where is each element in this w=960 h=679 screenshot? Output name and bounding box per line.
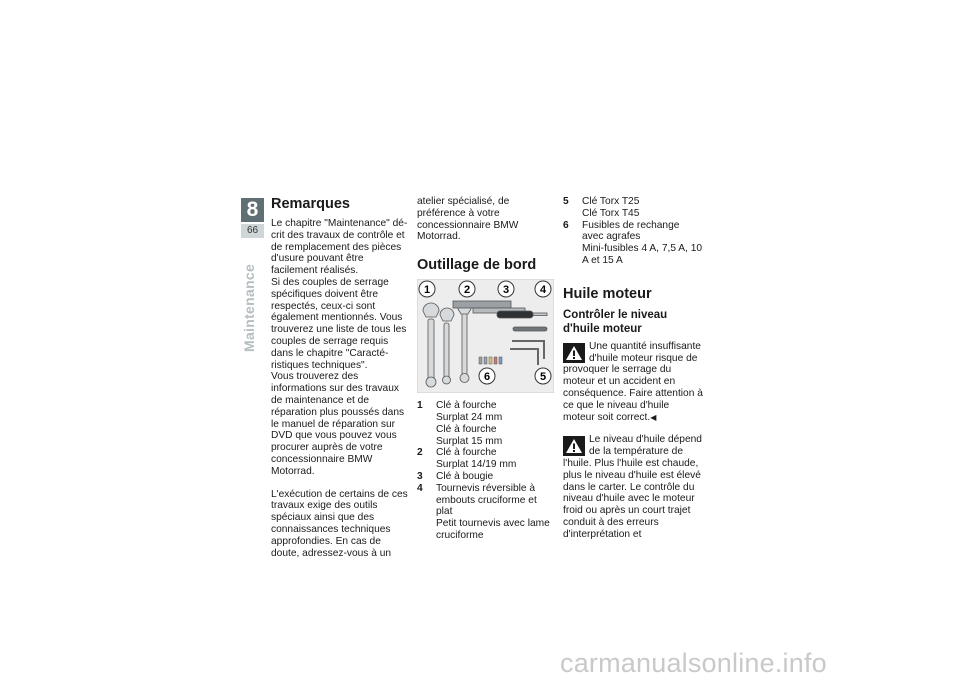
section-label-text: Maintenance (241, 263, 257, 352)
tool-item-number: 6 (563, 219, 569, 231)
figure-label-4: 4 (539, 284, 547, 297)
page-number: 66 (241, 224, 264, 238)
remarques-para-2: Si des couples de serrage spécifiques doivent être respectés, ceux-ci sont également mentionnés. Vous trouverez une liste de tous les couples de serrage requis dans le chapitre "Caractéristiques techniques". (271, 276, 407, 371)
tool-list (417, 400, 554, 542)
warning-triangle-icon (563, 436, 585, 456)
tool-item-line: Fusibles de rechange avec agrafes (582, 219, 680, 243)
tool-item-line: Mini-fusibles 4 A, 7,5 A, 10 A et 15 A (582, 243, 703, 266)
warning-block-1 (563, 341, 703, 424)
warning-block-2 (563, 434, 703, 540)
warning-triangle-icon (563, 343, 585, 363)
tool-item-line: Tournevis réversible à embouts cruciforme et plat (436, 482, 537, 518)
tool-item-line: Clé à fourche (436, 447, 497, 459)
chapter-number-badge: 8 (241, 198, 264, 222)
tool-item-3 (417, 471, 554, 483)
column-2 (417, 196, 554, 542)
figure-label-1: 1 (423, 284, 431, 297)
tool-item-line: Surplat 14/19 mm (436, 459, 517, 471)
tool-item-line: Clé Torx T25 (582, 196, 640, 207)
tool-item-number: 2 (417, 447, 423, 459)
figure-label-5: 5 (539, 371, 547, 384)
column-3 (563, 196, 703, 541)
tool-item-line: Clé Torx T45 (582, 207, 640, 219)
tool-item-5 (563, 196, 703, 220)
tool-item-number: 4 (417, 482, 423, 494)
tool-item-line: Surplat 15 mm (436, 435, 503, 447)
remarques-para-4: L'exécution de certains de ces travaux exige des outils spéciaux ainsi que des connaissances techniques approfondies. En cas de doute, adressez-vous à un (271, 488, 408, 559)
end-mark: ◀ (650, 412, 657, 422)
remarques-para-3: Vous trouverez des informations sur des travaux de maintenance et de réparation plus poussés dans le manuel de réparation sur DVD que vous pouvez vous procurer auprès de votre concessionnaire BMW Motorrad. (271, 371, 405, 477)
tool-list-continued (563, 196, 703, 267)
tool-item-2 (417, 447, 554, 471)
remarques-heading: Remarques (271, 196, 350, 212)
tool-item-1 (417, 400, 554, 447)
onboard-toolkit-figure (417, 279, 554, 393)
tool-item-line: Clé à fourche (436, 423, 497, 435)
warning-text-1: Une quantité insuffisante d'huile moteur risque de provoquer le serrage du moteur et un accident en conséquence. Faire attention à ce que le niveau d'huile moteur soit correct. (563, 340, 703, 423)
tool-item-4 (417, 483, 554, 542)
remarques-para-1: Le chapitre "Maintenance" décrit des travaux de contrôle et de remplacement des pièces d'usure pouvant être facilement réalisés. (271, 218, 408, 277)
tool-item-6 (563, 220, 703, 267)
figure-label-6: 6 (483, 371, 491, 384)
tool-item-line: Clé à bougie (436, 470, 494, 482)
remarques-para-4-cont: atelier spécialisé, de préférence à votre concessionnaire BMW Motorrad. (417, 196, 519, 243)
column-1 (271, 196, 409, 559)
huile-heading: Huile moteur (563, 285, 652, 302)
figure-label-2: 2 (463, 284, 471, 297)
huile-subheading: Contrôler le niveau d'huile moteur (563, 308, 668, 335)
tool-item-line: Surplat 24 mm (436, 411, 503, 423)
warning-text-2: Le niveau d'huile dépend de la température de l'huile. Plus l'huile est chaude, plus le niveau d'huile est élevé dans le carter. Le contrôle du niveau d'huile avec le moteur froid ou après un court trajet conduit à des erreurs d'interprétation et (563, 434, 702, 540)
tool-item-number: 3 (417, 470, 423, 482)
tool-item-number: 1 (417, 400, 423, 412)
tool-item-line: Petit tournevis avec lame cruciforme (436, 518, 550, 541)
tool-item-line: Clé à fourche (436, 400, 497, 412)
watermark-text: carmanualsonline.info (560, 648, 827, 678)
tool-item-number: 5 (563, 196, 569, 207)
outillage-heading: Outillage de bord (417, 257, 537, 274)
figure-label-3: 3 (502, 284, 510, 297)
